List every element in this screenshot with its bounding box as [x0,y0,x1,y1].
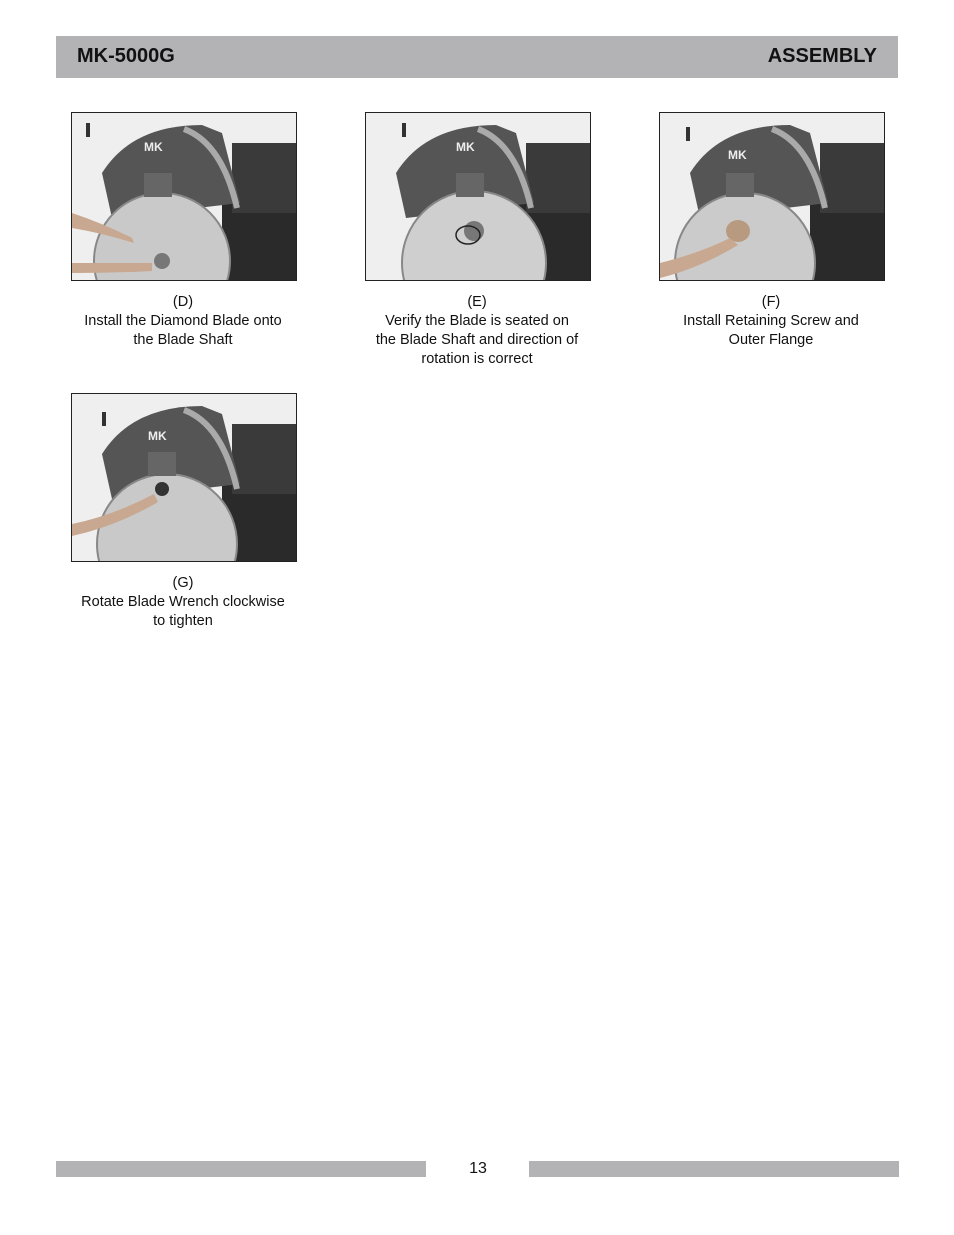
caption-line: Install Retaining Screw and [683,313,859,329]
figure-e [357,112,597,369]
figure-f [651,112,891,350]
figure-label: (F) [761,294,781,310]
caption-line: Install the Diamond Blade onto [84,313,282,329]
brand-logo-d: MK [144,140,163,154]
figure-label: (E) [467,294,487,310]
photo-d [71,112,297,281]
brand-logo-e: MK [456,140,475,154]
brand-logo-g: MK [148,429,167,443]
footer-bar-right [529,1161,899,1177]
saw-illustration-e [366,113,590,280]
caption-g [63,574,303,631]
caption-f [651,293,891,350]
figure-label: (D) [172,294,194,310]
photo-f [659,112,885,281]
page-header [56,36,898,78]
caption-line: rotation is correct [421,351,533,367]
brand-logo-f: MK [728,148,747,162]
page-number: 13 [469,1160,487,1177]
saw-illustration-f [660,113,884,280]
saw-illustration-g [72,394,296,561]
caption-line: Outer Flange [728,332,814,348]
figure-g [63,393,303,631]
caption-e [357,293,597,369]
model-name: MK-5000G [77,45,175,67]
caption-line: to tighten [153,613,213,629]
caption-line: the Blade Shaft and direction of [375,332,579,348]
caption-line: the Blade Shaft [133,332,233,348]
saw-illustration-d [72,113,296,280]
footer-bar-left [56,1161,426,1177]
caption-line: Verify the Blade is seated on [385,313,569,329]
figure-d [63,112,303,350]
section-title: ASSEMBLY [767,45,877,67]
caption-d [63,293,303,350]
photo-g [71,393,297,562]
figure-label: (G) [172,575,194,591]
photo-e [365,112,591,281]
caption-line: Rotate Blade Wrench clockwise [81,594,285,610]
